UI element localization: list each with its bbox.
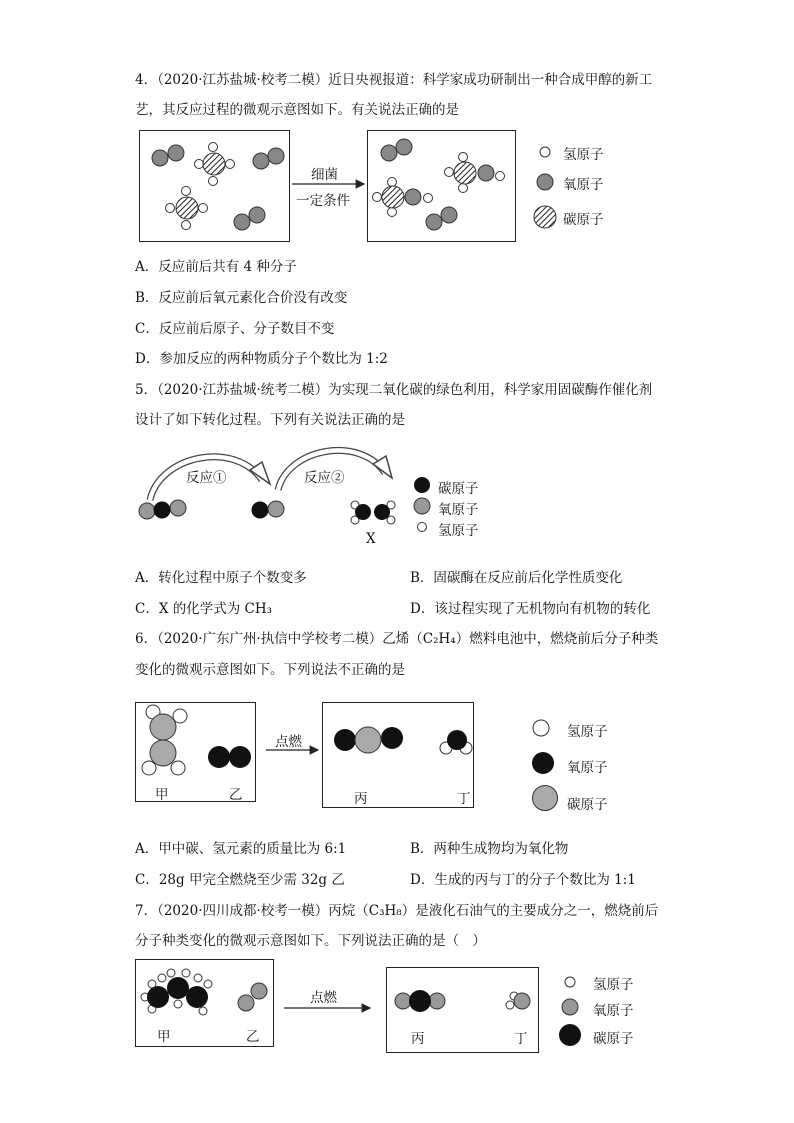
q6-legend-hydrogen: 氢原子 <box>567 724 608 740</box>
q4-legend-oxygen: 氧原子 <box>563 177 604 193</box>
oxygen-atom-icon <box>562 999 578 1015</box>
q6-legend-carbon: 碳原子 <box>567 797 608 813</box>
q6-option-b[interactable]: B．两种生成物均为氧化物 <box>410 841 569 857</box>
q4-stem-line2: 艺，其反应过程的微观示意图如下。有关说法正确的是 <box>135 102 459 118</box>
q6-label-jia: 甲 <box>155 787 169 803</box>
q6-option-d[interactable]: D．生成的丙与丁的分子个数比为 1:1 <box>410 872 636 888</box>
q5-legend-oxygen: 氧原子 <box>438 502 479 518</box>
q6-label-yi: 乙 <box>229 787 243 803</box>
q5-stem-line2: 设计了如下转化过程。下列有关说法正确的是 <box>135 412 405 428</box>
q7-stem-line2: 分子种类变化的微观示意图如下。下列说法正确的是（ ） <box>135 933 486 949</box>
hydrogen-atom-icon <box>565 977 575 987</box>
q5-option-c[interactable]: C．X 的化学式为 CH₃ <box>135 601 273 617</box>
q4-arrow-bottom-label: 一定条件 <box>296 193 350 209</box>
q5-option-d[interactable]: D．该过程实现了无机物向有机物的转化 <box>410 601 651 617</box>
q6-stem-line2: 变化的微观示意图如下。下列说法不正确的是 <box>135 662 405 678</box>
q4-arrow-top-label: 细菌 <box>311 167 338 183</box>
q5-reaction2-label: 反应② <box>304 470 345 486</box>
q7-legend-oxygen: 氧原子 <box>593 1003 634 1019</box>
q7-legend-carbon: 碳原子 <box>593 1031 634 1047</box>
q5-option-b[interactable]: B．固碳酶在反应前后化学性质变化 <box>410 570 623 586</box>
q6-option-a[interactable]: A．甲中碳、氢元素的质量比为 6:1 <box>135 841 347 857</box>
q7-label-bing: 丙 <box>411 1031 425 1047</box>
q5-reaction1-label: 反应① <box>186 470 227 486</box>
q7-arrow-label: 点燃 <box>310 990 337 1006</box>
q7-label-yi: 乙 <box>246 1029 260 1045</box>
q6-stem-line1: 6．（2020·广东广州·执信中学校考二模）乙烯（C₂H₄）燃料电池中，燃烧前后分子种类 <box>135 631 659 647</box>
carbon-atom-icon <box>559 1024 581 1046</box>
q5-x-label: X <box>366 531 376 547</box>
q7-legend-hydrogen: 氢原子 <box>593 977 634 993</box>
q7-co2-molecule <box>395 990 445 1012</box>
q4-legend-carbon: 碳原子 <box>563 212 604 228</box>
q4-stem-line1: 4．（2020·江苏盐城·校考二模）近日央视报道：科学家成功研制出一种合成甲醇的新工 <box>135 72 653 88</box>
q4-option-c[interactable]: C．反应前后原子、分子数目不变 <box>135 321 335 337</box>
q6-label-ding: 丁 <box>457 791 471 807</box>
q7-label-jia: 甲 <box>157 1029 171 1045</box>
q6-option-c[interactable]: C．28g 甲完全燃烧至少需 32g 乙 <box>135 872 345 888</box>
q5-stem-line1: 5．（2020·江苏盐城·统考二模）为实现二氧化碳的绿色利用，科学家用固碳酶作催化剂 <box>135 382 653 398</box>
q6-label-bing: 丙 <box>354 791 368 807</box>
q7-o2-molecule <box>238 983 267 1011</box>
q6-arrow-label: 点燃 <box>275 734 302 750</box>
q4-option-a[interactable]: A．反应前后共有 4 种分子 <box>135 259 297 275</box>
q4-option-d[interactable]: D．参加反应的两种物质分子个数比为 1:2 <box>135 351 388 367</box>
q7-label-ding: 丁 <box>514 1031 528 1047</box>
q7-propane-molecule <box>141 969 212 1015</box>
q7-h2o-molecule <box>506 992 530 1009</box>
q4-option-b[interactable]: B．反应前后氧元素化合价没有改变 <box>135 290 348 306</box>
q5-option-a[interactable]: A．转化过程中原子个数变多 <box>135 570 307 586</box>
q4-legend-hydrogen: 氢原子 <box>563 147 604 163</box>
q5-legend-carbon: 碳原子 <box>438 481 479 497</box>
q7-stem-line1: 7．（2020·四川成都·校考一模）丙烷（C₃H₈）是液化石油气的主要成分之一，燃烧前后 <box>135 903 659 919</box>
q6-legend-oxygen: 氧原子 <box>567 760 608 776</box>
q5-legend-hydrogen: 氢原子 <box>438 523 479 539</box>
